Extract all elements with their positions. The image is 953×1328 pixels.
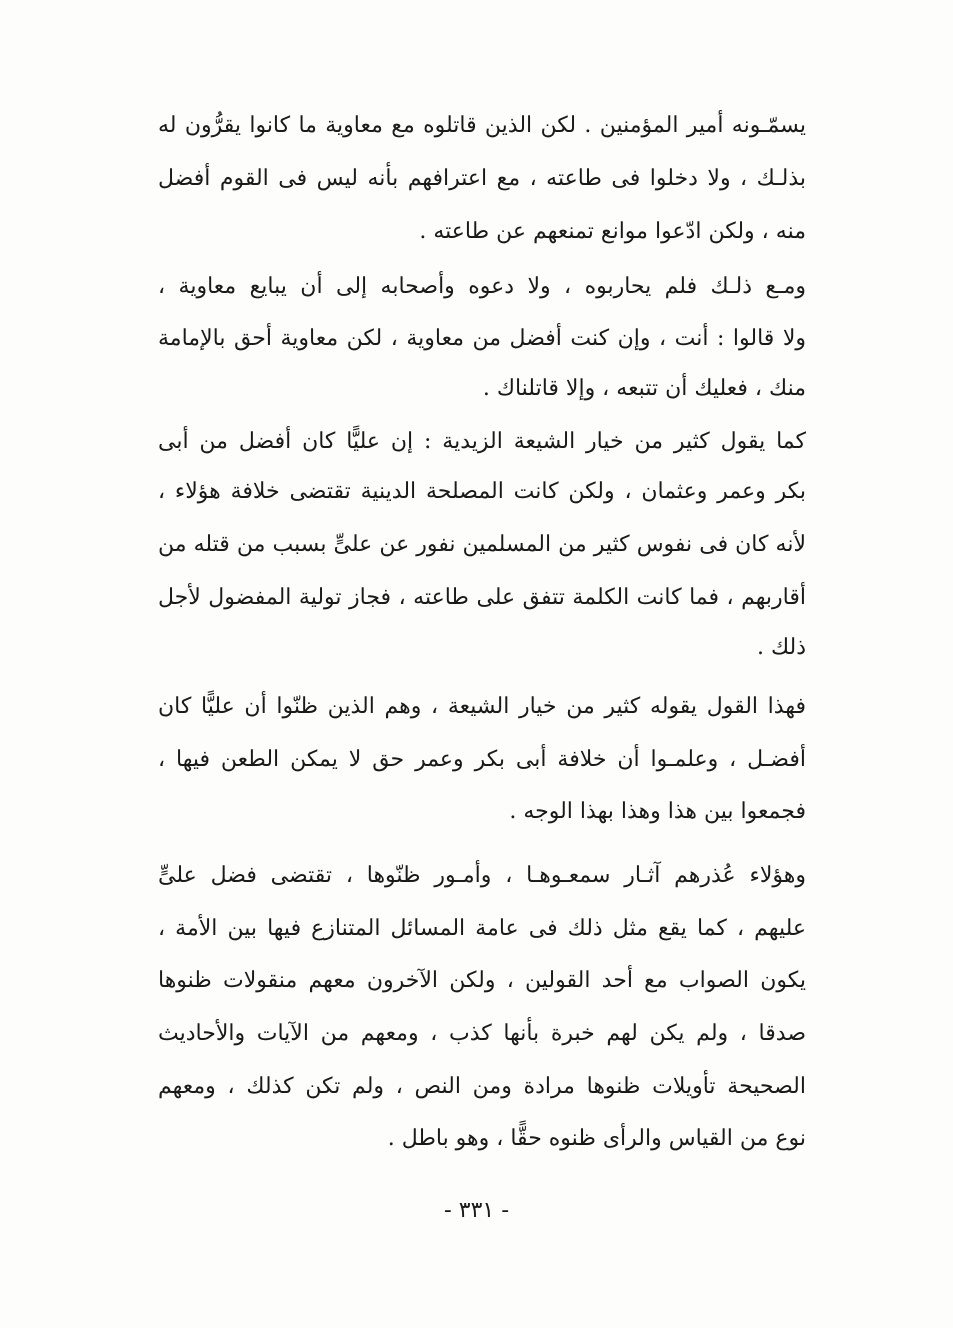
text-line: نوع من القياس والرأى ظنوه حقًّا ، وهو باطل . bbox=[387, 1126, 806, 1151]
text-line: صدقا ، ولم يكن لهم خبرة بأنها كذب ، ومعهم من الآيات والأحاديث bbox=[158, 1021, 806, 1046]
text-line: بذلـك ، ولا دخلوا فى طاعته ، مع اعترافهم بأنه ليس فى القوم أفضل bbox=[158, 166, 806, 191]
text-line: ومـع ذلـك فلم يحاربوه ، ولا دعوه وأصحابه إلى أن يبايع معاوية ، bbox=[158, 274, 806, 299]
text-line: ولا قالوا : أنت ، وإن كنت أفضل من معاوية ، لكن معاوية أحق بالإمامة bbox=[158, 326, 806, 351]
text-line: وهؤلاء عُذرهم آثـار سمعـوهـا ، وأمـور ظنّوها ، تقتضى فضل علىٍّ bbox=[158, 863, 806, 888]
text-line: عليهم ، كما يقع مثل ذلك فى عامة المسائل المتنازع فيها بين الأمة ، bbox=[158, 916, 806, 941]
text-line: بكر وعمر وعثمان ، ولكن كانت المصلحة الدينية تقتضى خلافة هؤلاء ، bbox=[158, 479, 806, 504]
text-line: الصحيحة تأويلات ظنوها مرادة ومن النص ، ولم تكن كذلك ، ومعهم bbox=[158, 1074, 806, 1099]
text-line: يكون الصواب مع أحد القولين ، ولكن الآخرون معهم منقولات ظنوها bbox=[158, 968, 806, 993]
text-line: ذلك . bbox=[756, 635, 806, 660]
text-line: أفضـل ، وعلمـوا أن خلافة أبى بكر وعمر حق لا يمكن الطعن فيها ، bbox=[158, 747, 806, 772]
text-line: لأنه كان فى نفوس كثير من المسلمين نفور عن علىٍّ بسبب من قتله من bbox=[158, 532, 806, 557]
page-number: - ٣٣١ - bbox=[443, 1198, 510, 1223]
text-line: أقاربهم ، فما كانت الكلمة تتفق على طاعته ، فجاز تولية المفضول لأجل bbox=[158, 585, 806, 610]
text-line: يسمّـونه أمير المؤمنين . لكن الذين قاتلوه مع معاوية ما كانوا يقرُّون له bbox=[158, 113, 806, 138]
text-line: منك ، فعليك أن تتبعه ، وإلا قاتلناك . bbox=[482, 376, 806, 401]
text-line: فهذا القول يقوله كثير من خيار الشيعة ، وهم الذين ظنّوا أن عليًّا كان bbox=[158, 694, 806, 719]
text-line: منه ، ولكن ادّعوا موانع تمنعهم عن طاعته . bbox=[419, 219, 806, 244]
text-line: فجمعوا بين هذا وهذا بهذا الوجه . bbox=[509, 799, 806, 824]
text-line: كما يقول كثير من خيار الشيعة الزيدية : إن عليًّا كان أفضل من أبى bbox=[158, 429, 806, 454]
